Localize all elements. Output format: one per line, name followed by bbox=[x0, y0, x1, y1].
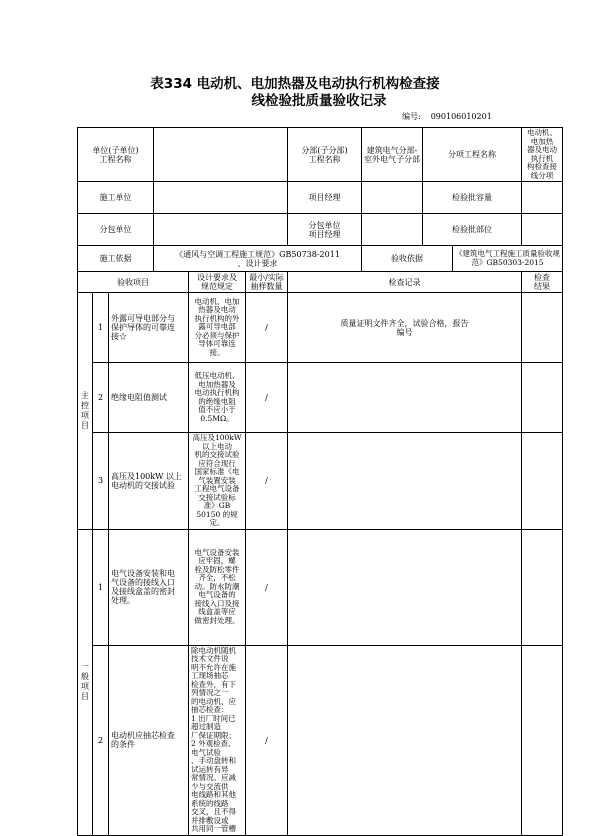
col-sample-header: 最小/实际 抽样数量 bbox=[246, 272, 288, 293]
table-row bbox=[78, 293, 563, 363]
subcontract-unit-label: 分包单位 bbox=[78, 214, 154, 246]
sub-project-label: 分部(子分部) 工程名称 bbox=[288, 128, 362, 182]
form-title-line2: 线检验批质量验收记录 bbox=[251, 93, 387, 109]
inspection-table bbox=[77, 127, 563, 836]
batch-part-label: 检验批部位 bbox=[423, 214, 522, 246]
row-item-name: 电动机应抽芯检查 的条件 bbox=[109, 645, 189, 835]
basis-value: 《通风与空调工程施工规范》GB50738-2011 、设计要求 bbox=[154, 246, 362, 272]
subcontract-manager-label: 分包单位 项目经理 bbox=[288, 214, 362, 246]
row-item-name: 高压及100kW 以上 电动机的交接试验 bbox=[109, 433, 189, 530]
acceptance-basis-value: 《建筑电气工程施工质量验收规 范》GB50303-2015 bbox=[453, 246, 563, 272]
construction-unit-value[interactable] bbox=[154, 182, 288, 214]
row-design: 高压及100kW 以上电动 机的交接试验应符合现行 国家标准《电气装置安装 工程电气设备交接试验标 准》GB 50150 的规定。 bbox=[189, 433, 246, 530]
row-record[interactable]: 质量证明文件齐全，试验合格，报告 编号 bbox=[288, 293, 522, 363]
row-no: 1 bbox=[93, 293, 109, 363]
general-group-label: 一 般 项 目 bbox=[78, 529, 93, 835]
row-result[interactable] bbox=[522, 529, 563, 645]
table-row bbox=[78, 363, 563, 433]
item-project-label: 分项工程名称 bbox=[423, 128, 522, 182]
col-result-header: 检查 结果 bbox=[522, 272, 563, 293]
row-record[interactable] bbox=[288, 433, 522, 530]
construction-unit-label: 施工单位 bbox=[78, 182, 154, 214]
row-record[interactable] bbox=[288, 363, 522, 433]
row-design: 低压电动机、电加热器及 电动执行机构的绝缘电阻 值不应小于0.5MΩ。 bbox=[189, 363, 246, 433]
row-record[interactable] bbox=[288, 645, 522, 835]
row-result[interactable] bbox=[522, 433, 563, 530]
row-sample[interactable]: / bbox=[246, 645, 288, 835]
row-no: 2 bbox=[93, 363, 109, 433]
row-design: 除电动机随机技术文件说 明不允许在施工现场抽芯 检查外，有下列情况之一 的电动机，应抽芯检查： 1 出厂时间已超过制造 厂保证期限； 2 外观检查、电气试验 、手动盘转和试运转有异 常情况。应减少与交流供 电线路和其他系统的线路 交叉，且不得并排敷设或 共用同一管槽 bbox=[189, 645, 246, 835]
row-sample[interactable]: / bbox=[246, 529, 288, 645]
row-sample[interactable]: / bbox=[246, 293, 288, 363]
row-no: 1 bbox=[93, 529, 109, 645]
project-manager-label: 项目经理 bbox=[288, 182, 362, 214]
row-item-name: 绝缘电阻值测试 bbox=[109, 363, 189, 433]
row-item-name: 外露可导电部分与 保护导体的可靠连 接☆ bbox=[109, 293, 189, 363]
row-sample[interactable]: / bbox=[246, 363, 288, 433]
batch-capacity-value[interactable] bbox=[522, 182, 563, 214]
form-title-line1: 表334 电动机、电加热器及电动执行机构检查接 bbox=[150, 76, 440, 92]
row-result[interactable] bbox=[522, 645, 563, 835]
unit-value[interactable] bbox=[154, 128, 288, 182]
project-manager-value[interactable] bbox=[362, 182, 423, 214]
acceptance-basis-label: 验收依据 bbox=[362, 246, 453, 272]
row-result[interactable] bbox=[522, 363, 563, 433]
row-result[interactable] bbox=[522, 293, 563, 363]
row-design: 电动机、电加热器及电动 执行机构的外露可导电部 分必须与保护导体可靠连 接。 bbox=[189, 293, 246, 363]
code-value: 090106010201 bbox=[430, 112, 492, 121]
subcontract-manager-value[interactable] bbox=[362, 214, 423, 246]
table-row bbox=[78, 529, 563, 645]
table-row bbox=[78, 433, 563, 530]
row-no: 2 bbox=[93, 645, 109, 835]
row-design: 电气设备安装应牢固，螺 栓及防松零件齐全，不松 动。防水防潮电气设备的 接线入口及接线盒盖等应 做密封处理。 bbox=[189, 529, 246, 645]
unit-label: 单位(子单位) 工程名称 bbox=[78, 128, 154, 182]
batch-part-value[interactable] bbox=[522, 214, 563, 246]
code-label: 编号: bbox=[402, 112, 421, 121]
col-record-header: 检查记录 bbox=[288, 272, 522, 293]
batch-capacity-label: 检验批容量 bbox=[423, 182, 522, 214]
subcontract-unit-value[interactable] bbox=[154, 214, 288, 246]
row-sample[interactable]: / bbox=[246, 433, 288, 530]
col-design-header: 设计要求及 规范规定 bbox=[189, 272, 246, 293]
col-item-header: 验收项目 bbox=[78, 272, 189, 293]
row-record[interactable] bbox=[288, 529, 522, 645]
item-project-value: 电动机、电加热 器及电动执行机 构检查接线分项 bbox=[522, 128, 563, 182]
sub-project-value: 建筑电气分部- 室外电气子分部 bbox=[362, 128, 423, 182]
row-item-name: 电气设备安装和电 气设备的接线入口 及接线盒盖的密封 处理。 bbox=[109, 529, 189, 645]
form-code bbox=[392, 111, 492, 122]
basis-label: 施工依据 bbox=[78, 246, 154, 272]
row-no: 3 bbox=[93, 433, 109, 530]
main-group-label: 主 控 项 目 bbox=[78, 293, 93, 530]
table-row bbox=[78, 645, 563, 835]
